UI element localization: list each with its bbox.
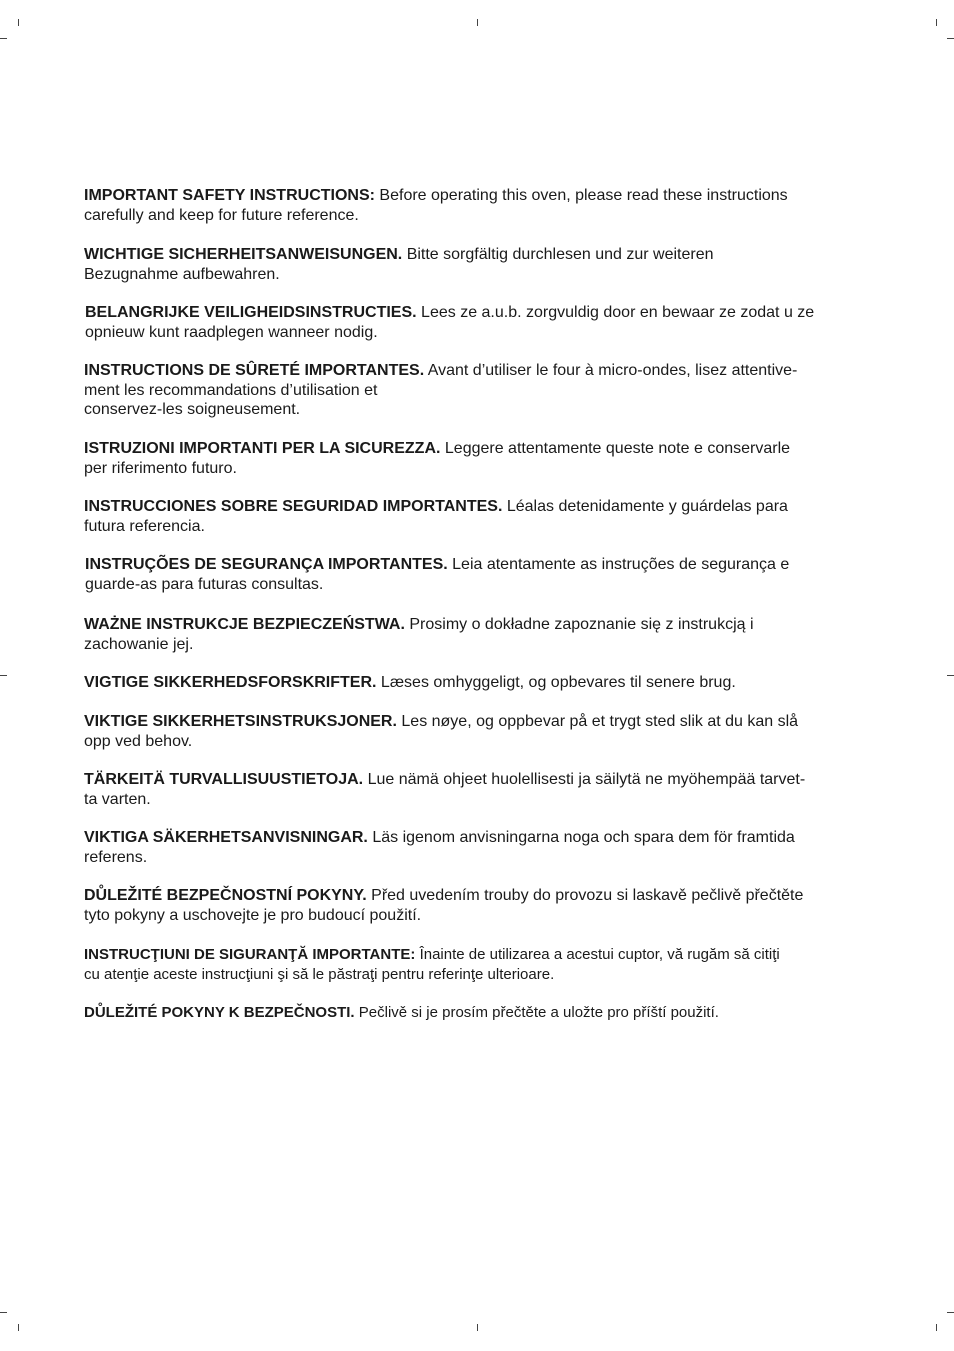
instruction-text: carefully and keep for future reference.: [84, 206, 359, 224]
instruction-text: guarde-as para futuras consultas.: [85, 575, 324, 593]
instruction-text: cu atenţie aceste instrucţiuni şi să le păstraţi pentru referinţe ulterioare.: [84, 965, 555, 983]
instruction-heading: INSTRUCŢIUNI DE SIGURANŢĂ IMPORTANTE:: [84, 946, 416, 963]
instruction-heading: WAŻNE INSTRUKCJE BEZPIECZEŃSTWA.: [84, 616, 405, 633]
instruction-text: ta varten.: [84, 790, 151, 808]
instruction-heading: ISTRUZIONI IMPORTANTI PER LA SICUREZZA.: [84, 440, 441, 457]
crop-mark-bottom-left-v: [18, 1324, 19, 1331]
instruction-heading: VIKTIGE SIKKERHETSINSTRUKSJONER.: [84, 713, 397, 730]
instruction-text: Lue nämä ohjeet huolellisesti ja säilytä ne myöhempää tarvet-: [367, 771, 806, 788]
instruction-block-cs: [84, 886, 803, 925]
instruction-text: zachowanie jej.: [84, 635, 194, 653]
crop-mark-bottom-right-h: [947, 1312, 954, 1313]
crop-mark-top-left-v: [18, 19, 19, 26]
instruction-block-ro: [84, 945, 780, 984]
instruction-text: Bitte sorgfältig durchlesen und zur weiteren: [406, 246, 714, 263]
crop-mark-top-right-v: [936, 19, 937, 26]
crop-mark-bottom-right-v: [936, 1324, 937, 1331]
instruction-block-sv: [84, 828, 795, 867]
instruction-heading: VIKTIGA SÄKERHETSANVISNINGAR.: [84, 829, 368, 846]
instruction-heading: IMPORTANT SAFETY INSTRUCTIONS:: [84, 187, 375, 204]
instruction-heading: DŮLEŽITÉ POKYNY K BEZPEČNOSTI.: [84, 1004, 355, 1021]
crop-mark-mid-left: [0, 675, 7, 676]
instruction-text: Leia atentamente as instruções de segurança e: [452, 556, 790, 573]
instruction-block-no: [84, 712, 798, 751]
instruction-text: futura referencia.: [84, 517, 205, 535]
instruction-block-es: [84, 497, 788, 536]
instruction-block-de: [84, 245, 714, 284]
instruction-text: opnieuw kunt raadplegen wanneer nodig.: [85, 323, 378, 341]
instruction-heading: INSTRUCTIONS DE SÛRETÉ IMPORTANTES.: [84, 362, 425, 379]
instruction-block-nl: [85, 303, 814, 342]
instruction-text: referens.: [84, 848, 148, 866]
instruction-block-fi: [84, 770, 805, 809]
crop-mark-bottom-center: [477, 1324, 478, 1331]
instruction-block-it: [84, 439, 790, 478]
crop-mark-top-left-h: [0, 38, 7, 39]
crop-mark-top-center: [477, 19, 478, 26]
instruction-text: Leggere attentamente queste note e conservarle: [444, 440, 791, 457]
instruction-text: Léalas detenidamente y guárdelas para: [506, 498, 788, 515]
instruction-heading: TÄRKEITÄ TURVALLISUUSTIETOJA.: [84, 771, 364, 788]
instruction-block-en: [84, 186, 788, 225]
instruction-text: Prosimy o dokładne zapoznanie się z instrukcją i: [409, 616, 754, 633]
instruction-block-pt: [85, 555, 789, 594]
instruction-heading: INSTRUÇÕES DE SEGURANÇA IMPORTANTES.: [85, 556, 448, 573]
instruction-text: Avant d’utiliser le four à micro-ondes, lisez attentive-: [427, 362, 798, 379]
instruction-text: ment les recommandations d’utilisation et: [84, 381, 378, 399]
crop-mark-mid-right: [947, 675, 954, 676]
instruction-heading: BELANGRIJKE VEILIGHEIDSINSTRUCTIES.: [85, 304, 417, 321]
crop-mark-bottom-left-h: [0, 1312, 7, 1313]
instruction-heading: DŮLEŽITÉ BEZPEČNOSTNÍ POKYNY.: [84, 887, 367, 904]
instruction-block-fr: [84, 361, 797, 420]
crop-mark-top-right-h: [947, 38, 954, 39]
instruction-text: Læses omhyggeligt, og opbevares til senere brug.: [380, 674, 736, 691]
instruction-block-pl: [84, 615, 754, 654]
instruction-block-sk: [84, 1003, 719, 1023]
instruction-text: Läs igenom anvisningarna noga och spara dem för framtida: [372, 829, 795, 846]
instruction-text: Lees ze a.u.b. zorgvuldig door en bewaar ze zodat u ze: [421, 304, 815, 321]
instruction-text: Před uvedením trouby do provozu si laskavě pečlivě přečtěte: [371, 887, 804, 904]
instruction-text: opp ved behov.: [84, 732, 193, 750]
instruction-heading: VIGTIGE SIKKERHEDSFORSKRIFTER.: [84, 674, 377, 691]
instruction-text: tyto pokyny a uschovejte je pro budoucí použití.: [84, 906, 422, 924]
instruction-text: Bezugnahme aufbewahren.: [84, 265, 280, 283]
instruction-text: Les nøye, og oppbevar på et trygt sted slik at du kan slå: [401, 713, 799, 730]
instruction-text: per riferimento futuro.: [84, 459, 237, 477]
instruction-text: Before operating this oven, please read these instructions: [379, 187, 788, 204]
instruction-text: Înainte de utilizarea a acestui cuptor, vă rugăm să citiţi: [419, 946, 780, 963]
instruction-heading: WICHTIGE SICHERHEITSANWEISUNGEN.: [84, 246, 403, 263]
instruction-text: conservez-les soigneusement.: [84, 401, 301, 418]
instruction-heading: INSTRUCCIONES SOBRE SEGURIDAD IMPORTANTES.: [84, 498, 503, 515]
instruction-text: Pečlivě si je prosím přečtěte a uložte pro příští použití.: [358, 1004, 719, 1021]
instruction-block-da: [84, 673, 736, 693]
